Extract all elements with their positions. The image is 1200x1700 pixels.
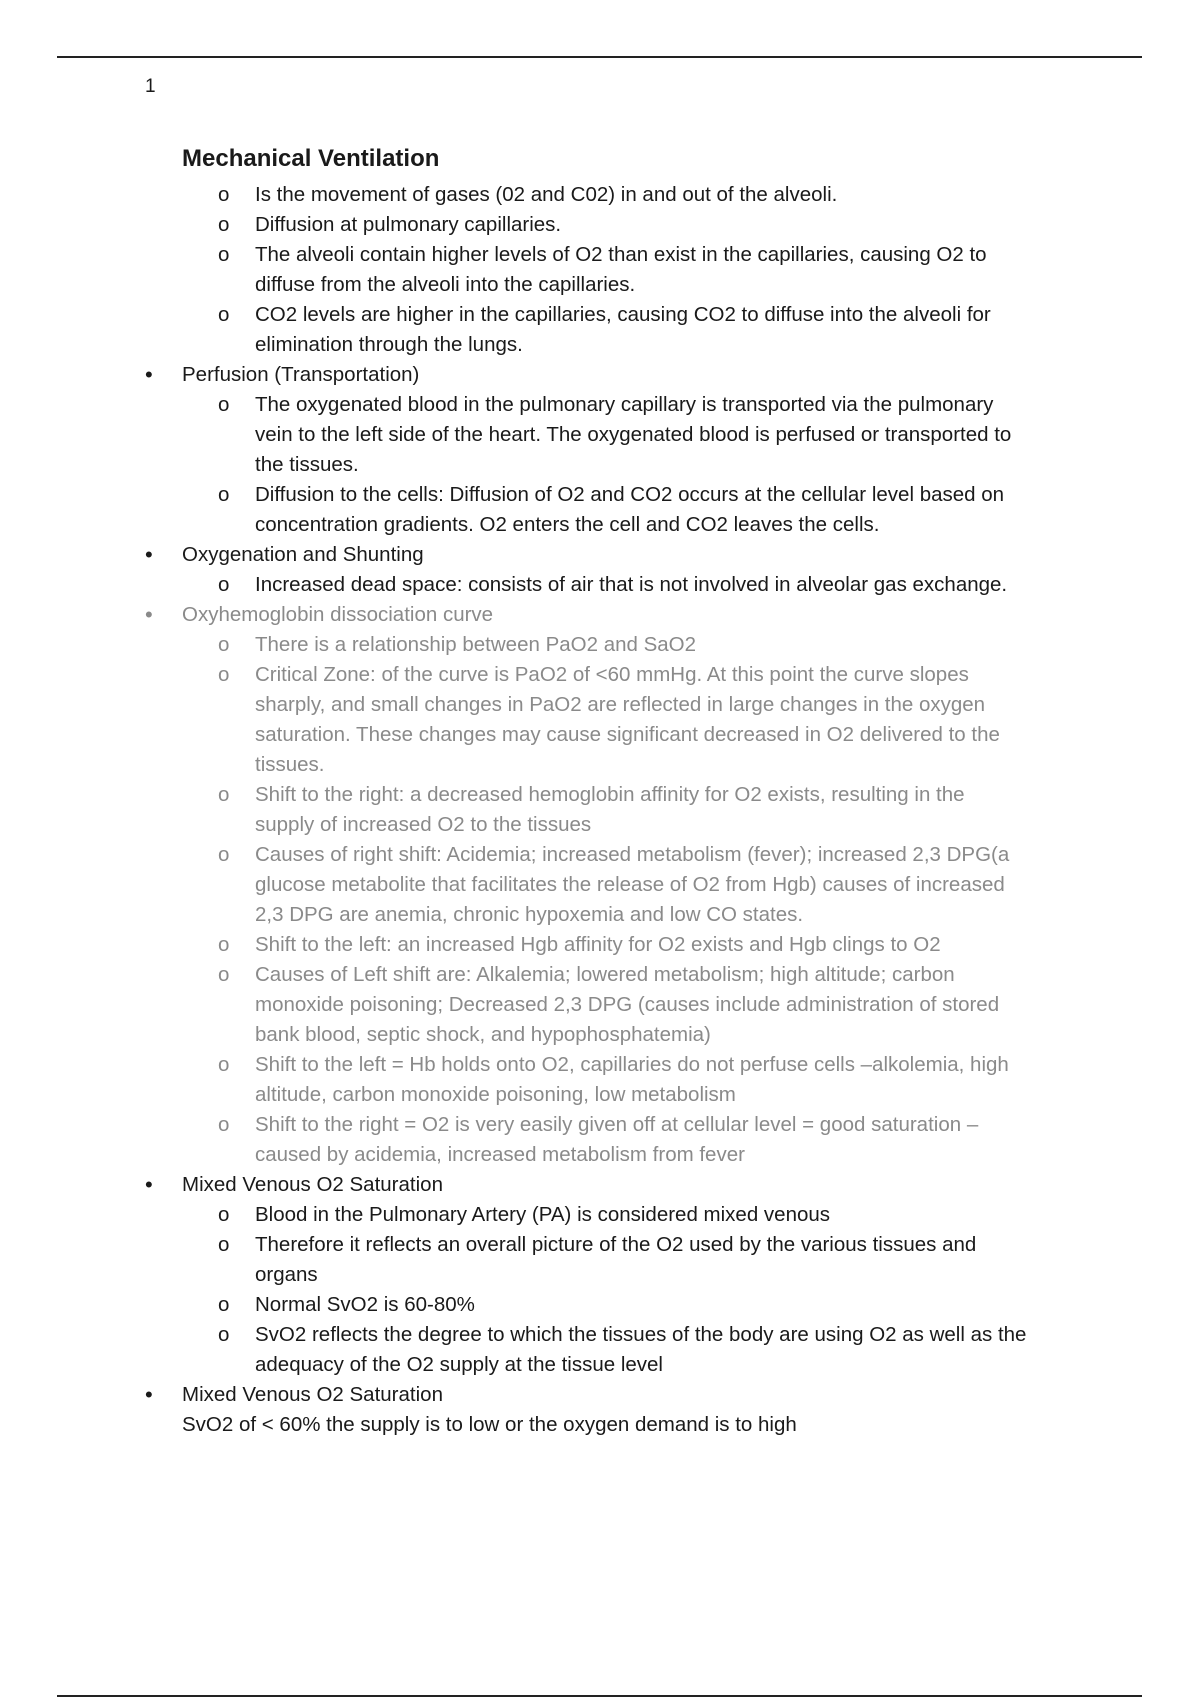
sub-bullet-icon: o: [218, 1293, 230, 1316]
section-heading: Mixed Venous O2 Saturation: [182, 1383, 443, 1406]
list-item: Diffusion at pulmonary capillaries.: [255, 213, 562, 236]
sub-bullet-icon: o: [218, 1203, 230, 1226]
list-item: Is the movement of gases (02 and C02) in and out of the alveoli.: [255, 183, 838, 206]
sub-bullet-icon: o: [218, 663, 230, 686]
sub-bullet-icon: o: [218, 783, 230, 806]
list-item: vein to the left side of the heart. The oxygenated blood is perfused or transported to: [255, 423, 1012, 446]
list-item: SvO2 reflects the degree to which the tissues of the body are using O2 as well as the: [255, 1323, 1027, 1346]
list-item: Shift to the left: an increased Hgb affinity for O2 exists and Hgb clings to O2: [255, 933, 941, 956]
list-item: supply of increased O2 to the tissues: [255, 813, 592, 836]
list-item: Diffusion to the cells: Diffusion of O2 and CO2 occurs at the cellular level based on: [255, 483, 1005, 506]
sub-bullet-icon: o: [218, 303, 230, 326]
list-item: elimination through the lungs.: [255, 333, 523, 356]
sub-bullet-icon: o: [218, 243, 230, 266]
list-item: concentration gradients. O2 enters the cell and CO2 leaves the cells.: [255, 513, 880, 536]
list-item: Normal SvO2 is 60-80%: [255, 1293, 475, 1316]
list-item: organs: [255, 1263, 318, 1286]
sub-bullet-icon: o: [218, 1323, 230, 1346]
list-item: monoxide poisoning; Decreased 2,3 DPG (causes include administration of stored: [255, 993, 1000, 1016]
list-item: 2,3 DPG are anemia, chronic hypoxemia and low CO states.: [255, 903, 804, 926]
sub-bullet-icon: o: [218, 1053, 230, 1076]
sub-bullet-icon: o: [218, 843, 230, 866]
list-item: Blood in the Pulmonary Artery (PA) is considered mixed venous: [255, 1203, 831, 1226]
list-item: Critical Zone: of the curve is PaO2 of <60 mmHg. At this point the curve slopes: [255, 663, 969, 686]
sub-bullet-icon: o: [218, 1233, 230, 1256]
bullet-icon: •: [145, 1382, 153, 1407]
section-heading: Mixed Venous O2 Saturation: [182, 1173, 443, 1196]
list-item: The oxygenated blood in the pulmonary capillary is transported via the pulmonary: [255, 393, 994, 416]
sub-bullet-icon: o: [218, 933, 230, 956]
sub-bullet-icon: o: [218, 183, 230, 206]
list-item: adequacy of the O2 supply at the tissue level: [255, 1353, 663, 1376]
list-item: Shift to the right: a decreased hemoglobin affinity for O2 exists, resulting in the: [255, 783, 965, 806]
list-item: The alveoli contain higher levels of O2 than exist in the capillaries, causing O2 to: [255, 243, 987, 266]
list-item: tissues.: [255, 753, 325, 776]
sub-bullet-icon: o: [218, 633, 230, 656]
section-heading: Oxyhemoglobin dissociation curve: [182, 603, 494, 626]
list-item: sharply, and small changes in PaO2 are reflected in large changes in the oxygen: [255, 693, 986, 716]
list-item: altitude, carbon monoxide poisoning, low metabolism: [255, 1083, 736, 1106]
list-item: Increased dead space: consists of air that is not involved in alveolar gas exchange.: [255, 573, 1008, 596]
list-item: bank blood, septic shock, and hypophosphatemia): [255, 1023, 711, 1046]
list-item: glucose metabolite that facilitates the release of O2 from Hgb) causes of increased: [255, 873, 1005, 896]
bullet-icon: •: [145, 602, 153, 627]
list-item: caused by acidemia, increased metabolism from fever: [255, 1143, 745, 1166]
list-item: the tissues.: [255, 453, 359, 476]
document-title: Mechanical Ventilation: [182, 145, 440, 172]
bullet-icon: •: [145, 1172, 153, 1197]
sub-bullet-icon: o: [218, 483, 230, 506]
sub-bullet-icon: o: [218, 393, 230, 416]
section-heading: Perfusion (Transportation): [182, 363, 420, 386]
list-item: Shift to the right = O2 is very easily given off at cellular level = good saturation –: [255, 1113, 979, 1136]
list-item: Therefore it reflects an overall picture of the O2 used by the various tissues and: [255, 1233, 977, 1256]
list-item: Causes of right shift: Acidemia; increased metabolism (fever); increased 2,3 DPG(a: [255, 843, 1010, 866]
list-item: diffuse from the alveoli into the capillaries.: [255, 273, 636, 296]
summary-text: SvO2 of < 60% the supply is to low or the oxygen demand is to high: [182, 1413, 797, 1436]
top-rule: [57, 56, 1142, 58]
bullet-icon: •: [145, 542, 153, 567]
bottom-rule: [57, 1695, 1142, 1697]
sub-bullet-icon: o: [218, 1113, 230, 1136]
list-item: CO2 levels are higher in the capillaries, causing CO2 to diffuse into the alveoli for: [255, 303, 991, 326]
sub-bullet-icon: o: [218, 213, 230, 236]
list-item: There is a relationship between PaO2 and SaO2: [255, 633, 697, 656]
bullet-icon: •: [145, 362, 153, 387]
section-heading: Oxygenation and Shunting: [182, 543, 424, 566]
sub-bullet-icon: o: [218, 963, 230, 986]
page-number: 1: [145, 76, 156, 97]
list-item: Causes of Left shift are: Alkalemia; lowered metabolism; high altitude; carbon: [255, 963, 955, 986]
sub-bullet-icon: o: [218, 573, 230, 596]
list-item: Shift to the left = Hb holds onto O2, capillaries do not perfuse cells –alkolemia, high: [255, 1053, 1009, 1076]
list-item: saturation. These changes may cause significant decreased in O2 delivered to the: [255, 723, 1000, 746]
